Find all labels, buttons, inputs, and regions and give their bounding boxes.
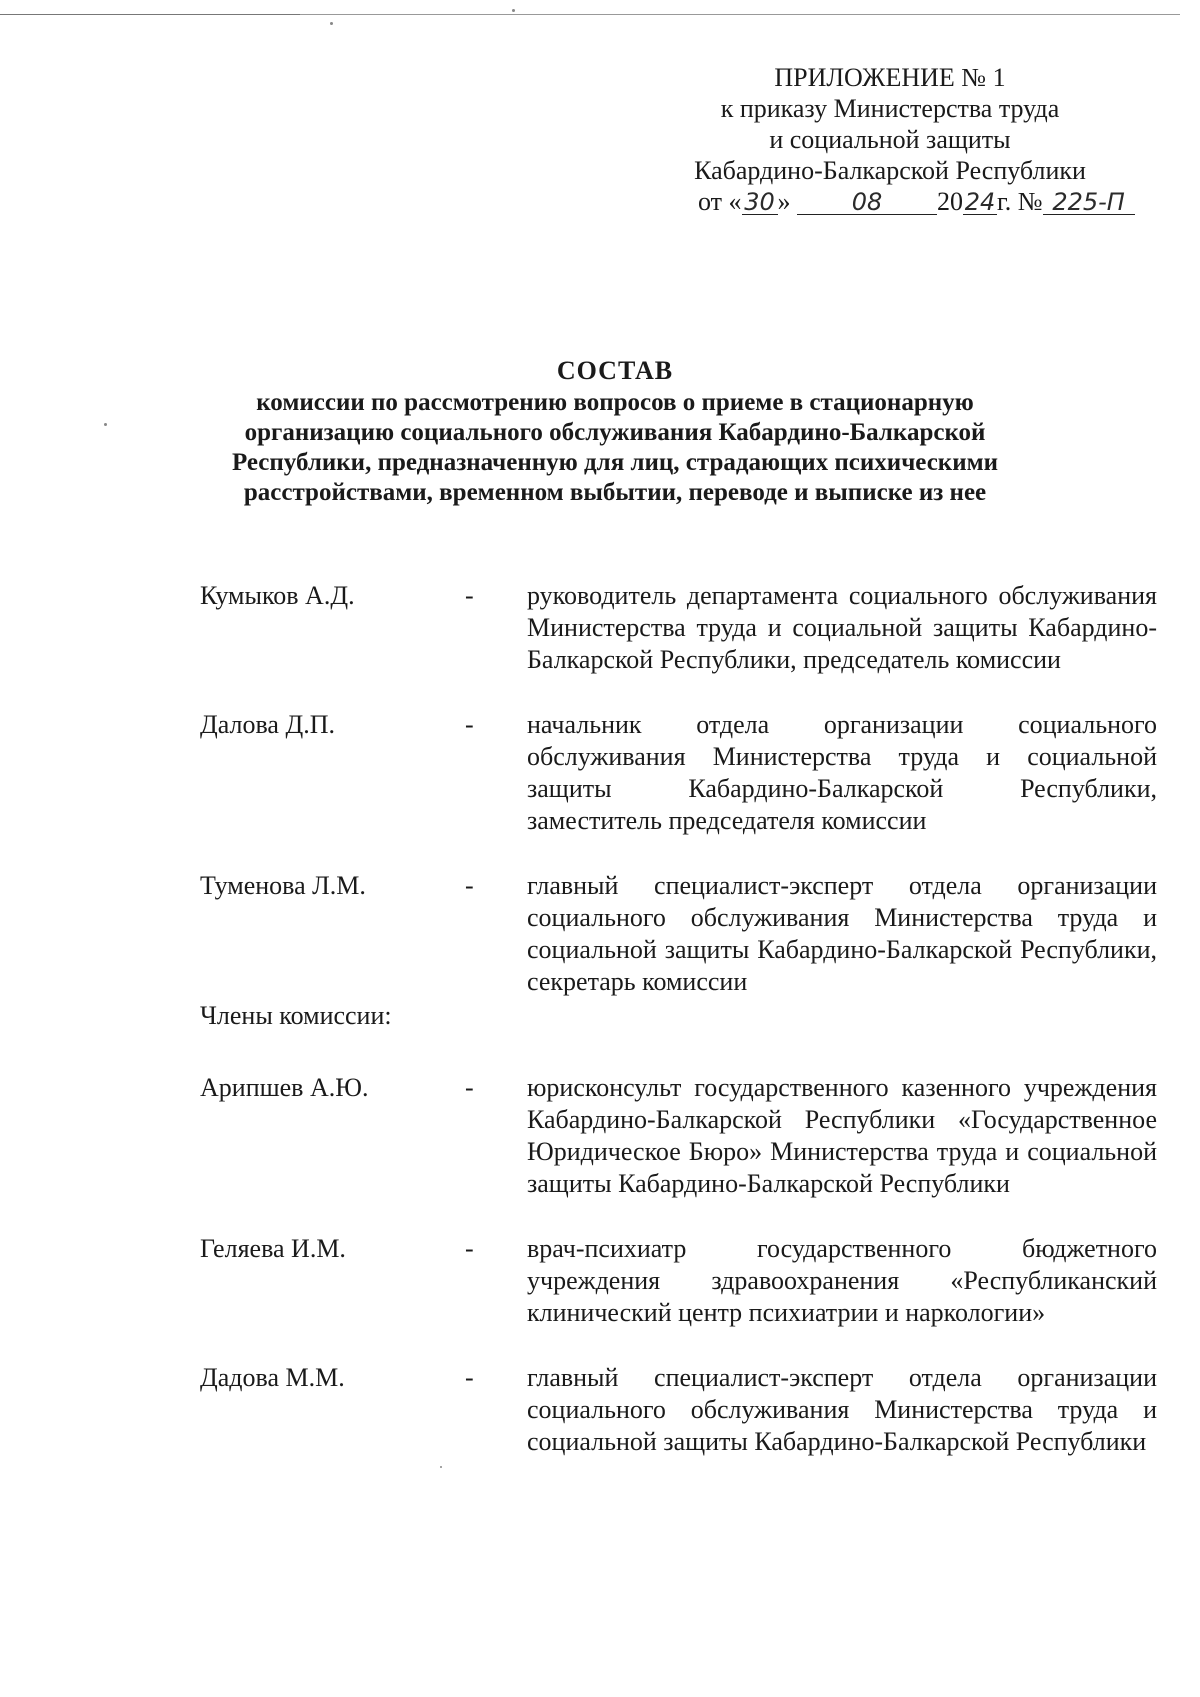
member-row bbox=[200, 1072, 1160, 1200]
member-dash: - bbox=[465, 1234, 474, 1263]
order-number: 225-П bbox=[1043, 190, 1135, 215]
member-name: Кумыков А.Д. bbox=[200, 581, 355, 610]
member-row bbox=[200, 580, 1160, 676]
year-prefix: 20 bbox=[937, 187, 964, 216]
scan-speck bbox=[440, 1466, 442, 1468]
document-subtitle: комиссии по рассмотрению вопросов о приеме в стационарную организацию социального обслуживания Кабардино-Балкарской Республики, предназначенную для лиц, страдающих психическими расстройствами, временном выбытии, переводе и выписке из нее bbox=[231, 389, 999, 506]
member-name: Туменова Л.М. bbox=[200, 871, 366, 900]
document-title: СОСТАВ bbox=[556, 356, 674, 385]
member-role: главный специалист-эксперт отдела организации социального обслуживания Министерства труда и социальной защиты Кабардино-Балкарской Республики bbox=[527, 1363, 1157, 1456]
member-row bbox=[200, 870, 1160, 998]
scan-speck bbox=[512, 9, 515, 12]
member-role: врач-психиатр государственного бюджетного учреждения здравоохранения «Республиканский клинический центр психиатрии и наркологии» bbox=[527, 1234, 1157, 1327]
date-day-close: » bbox=[777, 187, 791, 216]
member-row bbox=[200, 1233, 1160, 1329]
member-dash: - bbox=[465, 710, 474, 739]
order-month: 08 bbox=[797, 190, 937, 215]
commission-members-list bbox=[200, 580, 1160, 1458]
member-role: начальник отдела организации социального обслуживания Министерства труда и социальной защиты Кабардино-Балкарской Республики, заместитель председателя комиссии bbox=[527, 710, 1157, 835]
member-role: юрисконсульт государственного казенного учреждения Кабардино-Балкарской Республики «Государственное Юридическое Бюро» Министерства труда и социальной защиты Кабардино-Балкарской Республики bbox=[527, 1073, 1157, 1198]
document-title-block bbox=[180, 356, 1050, 508]
member-row bbox=[200, 1362, 1160, 1458]
year-suffix: г. № bbox=[997, 187, 1043, 216]
appendix-line-1: ПРИЛОЖЕНИЕ № 1 bbox=[774, 63, 1006, 92]
member-name: Далова Д.П. bbox=[200, 710, 335, 739]
appendix-line-2: к приказу Министерства труда bbox=[720, 94, 1060, 123]
member-name: Геляева И.М. bbox=[200, 1234, 346, 1263]
scan-speck bbox=[330, 22, 333, 25]
date-prefix: от « bbox=[698, 187, 742, 216]
member-role: главный специалист-эксперт отдела организации социального обслуживания Министерства труда и социальной защиты Кабардино-Балкарской Республики, секретарь комиссии bbox=[527, 871, 1157, 996]
member-row bbox=[200, 709, 1160, 837]
member-dash: - bbox=[465, 1363, 474, 1392]
scan-speck bbox=[104, 423, 107, 426]
order-day: 30 bbox=[742, 190, 778, 215]
appendix-line-4: Кабардино-Балкарской Республики bbox=[694, 156, 1086, 185]
order-date-line bbox=[650, 186, 1130, 217]
member-dash: - bbox=[465, 871, 474, 900]
members-section-label: Члены комиссии: bbox=[200, 1001, 392, 1030]
member-name: Дадова М.М. bbox=[200, 1363, 345, 1392]
member-dash: - bbox=[465, 581, 474, 610]
order-year-handwritten: 24 bbox=[964, 188, 996, 216]
member-dash: - bbox=[465, 1073, 474, 1102]
member-role: руководитель департамента социального обслуживания Министерства труда и социальной защиты Кабардино-Балкарской Республики, председатель комиссии bbox=[527, 581, 1157, 674]
appendix-line-3: и социальной защиты bbox=[769, 125, 1011, 154]
member-name: Арипшев А.Ю. bbox=[200, 1073, 369, 1102]
scan-edge-line bbox=[0, 14, 300, 15]
appendix-header bbox=[650, 62, 1130, 217]
scan-edge-line bbox=[300, 14, 1180, 15]
